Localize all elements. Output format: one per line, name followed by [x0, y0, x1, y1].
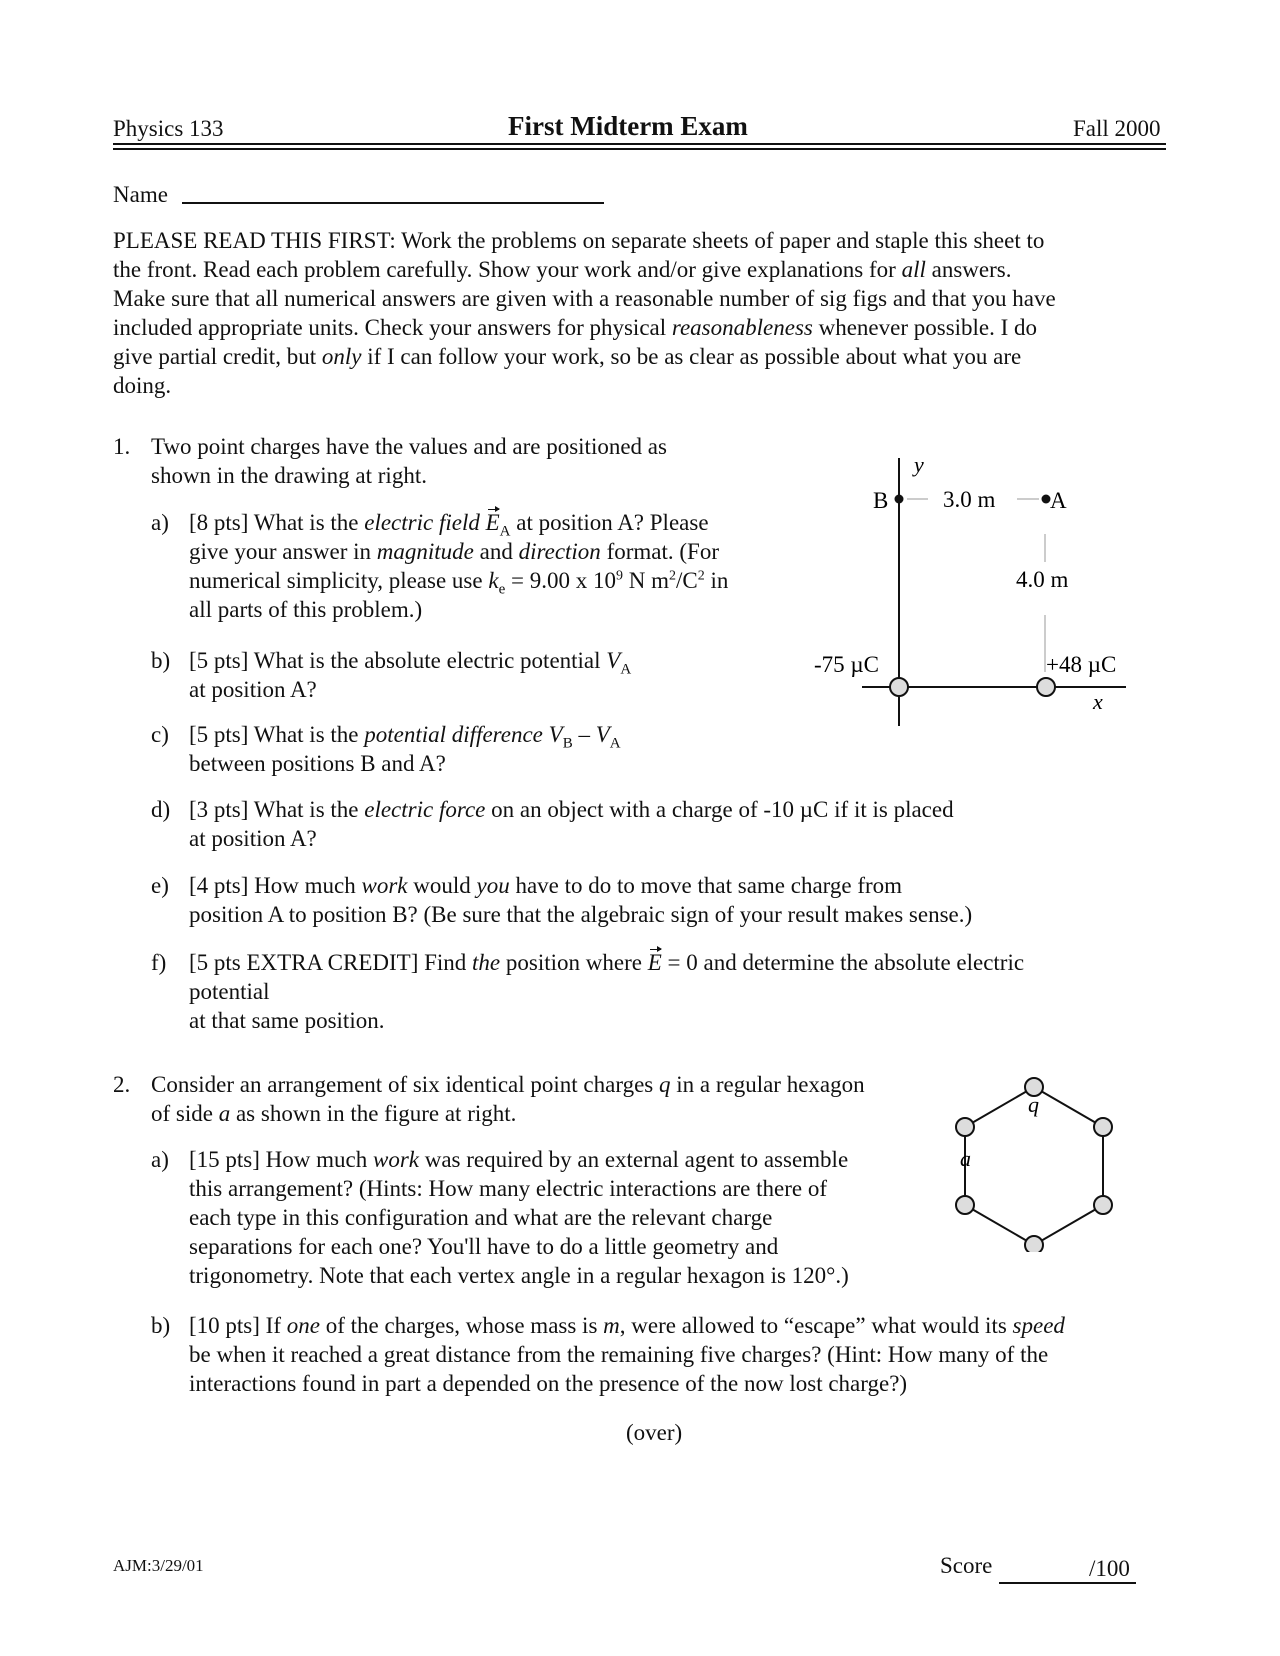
part-2b-text: [10 pts] If one of the charges, whose mass is m, were allowed to “escape” what would its speed be when it reached a great distance from the remaining five charges? (Hint: How many of the interactions found in part a depended on the presence of the now lost charge?)	[189, 1313, 1065, 1396]
name-line	[182, 202, 604, 204]
hexagon-charge	[1025, 1236, 1043, 1252]
hexagon-charge	[1094, 1118, 1112, 1136]
part-2b-label: b)	[151, 1313, 171, 1338]
problem-1-intro: Two point charges have the values and are positioned as shown in the drawing at right.	[151, 434, 667, 488]
part-1e-text: [4 pts] How much work would you have to do to move that same charge from position A to position B? (Be sure that the algebraic sign of your result makes sense.)	[189, 873, 973, 927]
instructions-line-3: Make sure that all numerical answers are given with a reasonable number of sig figs and that you have	[113, 286, 1056, 311]
right-charge-value: +48 µC	[1046, 652, 1117, 677]
part-2a-label: a)	[151, 1147, 169, 1172]
footer-code: AJM:3/29/01	[113, 1556, 204, 1575]
part-1b-label: b)	[151, 648, 171, 673]
instructions-line-4: included appropriate units. Check your answers for physical reasonableness whenever possible. I do	[113, 315, 1038, 340]
x-axis-label: x	[1093, 689, 1103, 714]
part-1f-text: [5 pts EXTRA CREDIT] Find the position where E = 0 and determine the absolute electric potential at that same position.	[189, 950, 1025, 1033]
hexagon-diagram	[940, 1072, 1120, 1252]
over-note: (over)	[626, 1420, 683, 1445]
point-a-label: A	[1050, 488, 1067, 513]
score-label: Score	[940, 1553, 993, 1578]
instructions-line-2: the front. Read each problem carefully. Show your work and/or give explanations for all answers.	[113, 257, 1012, 282]
problem-2-intro: Consider an arrangement of six identical point charges q in a regular hexagon of side a as shown in the figure at right.	[151, 1072, 865, 1126]
charges-diagram	[800, 450, 1160, 740]
course-name: Physics 133	[113, 116, 224, 141]
exam-title: First Midterm Exam	[508, 111, 748, 141]
problem-2-number: 2.	[113, 1072, 131, 1097]
part-1d-label: d)	[151, 797, 171, 822]
part-2a-text: [15 pts] How much work was required by an external agent to assemble this arrangement? (Hints: How many electric interactions are there of each type in this configuration and what are the relevant charge separations for each one? You'll have to do a little geometry and trigonometry. Note that each vertex angle in a regular hexagon is 120°.)	[189, 1147, 849, 1288]
instructions-line-6: doing.	[113, 373, 172, 398]
part-1b-text: [5 pts] What is the absolute electric potential $V_A$ at position A?	[189, 648, 632, 702]
header-rule-top	[113, 143, 1166, 145]
part-1a-text: [8 pts] What is the electric field $E_A$ at position A? Please give your answer in magnitude and direction format. (For numerical simplicity, please use $k_e = 9.00$ x $10^9$ N $m^2/C^2$ in all parts of this problem.)	[189, 510, 729, 622]
exam-term: Fall 2000	[1073, 116, 1161, 141]
charge-left-circle	[890, 678, 908, 696]
hexagon-charge	[956, 1196, 974, 1214]
point-b-label: B	[873, 488, 889, 513]
hexagon-charge	[956, 1118, 974, 1136]
instructions	[113, 226, 1193, 400]
part-1d-text: [3 pts] What is the electric force on an object with a charge of -10 µC if it is placed at position A?	[189, 797, 954, 851]
name-label: Name	[113, 182, 168, 207]
instructions-line-1: PLEASE READ THIS FIRST: Work the problems on separate sheets of paper and staple this sheet to	[113, 228, 1045, 253]
instructions-line-5: give partial credit, but only if I can follow your work, so be as clear as possible about what you are	[113, 344, 1022, 369]
part-1c-text: [5 pts] What is the potential difference $V_B - V_A$ between positions B and A?	[189, 722, 621, 776]
side-a-label: a	[960, 1146, 971, 1171]
header-rule-bottom	[113, 148, 1166, 150]
charge-q-label: q	[1028, 1092, 1039, 1117]
problem-1-number: 1.	[113, 434, 131, 459]
point-b-dot	[895, 495, 904, 504]
score-total: /100	[1089, 1556, 1130, 1581]
part-1c-label: c)	[151, 722, 169, 747]
horizontal-distance: 3.0 m	[943, 487, 996, 512]
hexagon-charge	[1094, 1196, 1112, 1214]
charge-right-circle	[1037, 678, 1055, 696]
part-1e-label: e)	[151, 873, 169, 898]
y-axis-label: y	[914, 452, 924, 477]
vertical-distance: 4.0 m	[1016, 567, 1069, 592]
part-1f-label: f)	[151, 950, 167, 975]
part-1a-label: a)	[151, 510, 169, 535]
left-charge-value: -75 µC	[814, 652, 880, 677]
